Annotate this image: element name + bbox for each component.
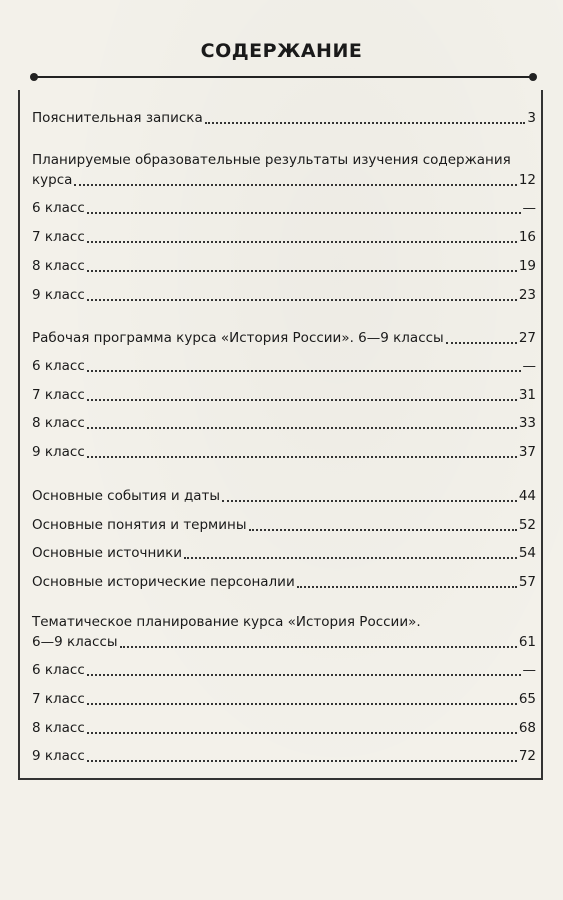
toc-entry-grade-8[interactable] [32, 718, 536, 740]
toc-page-number: — [522, 358, 536, 374]
toc-entry-grade-7[interactable] [32, 227, 536, 249]
toc-leader [297, 586, 517, 588]
toc-leader [87, 427, 517, 429]
toc-page-number: 12 [518, 172, 536, 188]
toc-entry-label: Основные источники [32, 545, 182, 561]
toc-leader [205, 122, 526, 124]
toc-entry-label: 7 класс [32, 229, 85, 245]
toc-page-number: 57 [518, 574, 536, 590]
toc-entry-label: 9 класс [32, 444, 85, 460]
toc-entry-grade-6[interactable] [32, 198, 536, 220]
toc-leader [87, 241, 517, 243]
page-title: СОДЕРЖАНИЕ [200, 40, 363, 62]
toc-page-number: 16 [518, 229, 536, 245]
toc-entry-grade-8[interactable] [32, 413, 536, 435]
toc-entry-persons[interactable] [32, 572, 536, 594]
toc-page-number: 27 [518, 330, 536, 346]
toc-entry-grade-6[interactable] [32, 660, 536, 682]
toc-page-number: 19 [518, 258, 536, 274]
toc-page-number: 23 [518, 287, 536, 303]
toc-leader [87, 399, 517, 401]
toc-entry-grade-9[interactable] [32, 746, 536, 768]
toc-page-number: — [522, 662, 536, 678]
toc-entry-label: 6—9 классы [32, 634, 118, 650]
toc-entry-label: 8 класс [32, 258, 85, 274]
toc-entry-label: 8 класс [32, 415, 85, 431]
toc-leader [222, 500, 517, 502]
toc-entry-label-line1: Тематическое планирование курса «История России». [32, 614, 421, 630]
rule-dot-right [529, 73, 537, 81]
toc-entry-label: Основные понятия и термины [32, 517, 247, 533]
toc-page-number: 3 [527, 110, 536, 126]
toc-page-number: 37 [518, 444, 536, 460]
toc-leader [87, 212, 521, 214]
title-rule [34, 76, 533, 78]
toc-page-number: 61 [518, 634, 536, 650]
toc-entry-label: 7 класс [32, 387, 85, 403]
toc-leader [74, 184, 516, 186]
toc-leader [446, 342, 517, 344]
toc-leader [87, 674, 521, 676]
toc-page-number: — [522, 200, 536, 216]
toc-entry-grade-7[interactable] [32, 385, 536, 407]
toc-entry-label: 7 класс [32, 691, 85, 707]
toc-leader [184, 557, 517, 559]
toc-leader [87, 299, 517, 301]
toc-page-number: 31 [518, 387, 536, 403]
toc-entry-label: 9 класс [32, 748, 85, 764]
toc-entry-label: Пояснительная записка [32, 110, 203, 126]
toc-entry-grade-9[interactable] [32, 285, 536, 307]
toc-page-number: 52 [518, 517, 536, 533]
toc-page-number: 44 [518, 488, 536, 504]
toc-entry-label: 8 класс [32, 720, 85, 736]
toc-entry-label: Основные исторические персоналии [32, 574, 295, 590]
rule-dot-left [30, 73, 38, 81]
toc-entry-grade-9[interactable] [32, 442, 536, 464]
toc-entry-events-dates[interactable] [32, 486, 536, 508]
toc-entry-grade-8[interactable] [32, 256, 536, 278]
toc-entry-planned-results[interactable] [32, 150, 536, 194]
toc-entry-label: 6 класс [32, 358, 85, 374]
toc-page-number: 65 [518, 691, 536, 707]
toc-entry-work-program[interactable] [32, 328, 536, 350]
toc-leader [87, 270, 517, 272]
toc-entry-thematic-planning[interactable] [32, 612, 536, 656]
toc-entry-label: курса [32, 172, 73, 188]
toc-leader [87, 703, 517, 705]
toc-leader [120, 646, 517, 648]
toc-entry-explanatory-note[interactable] [32, 108, 536, 130]
toc-page-number: 33 [518, 415, 536, 431]
toc-page-number: 72 [518, 748, 536, 764]
toc-leader [87, 732, 517, 734]
toc-page-number: 68 [518, 720, 536, 736]
toc-entry-label: 6 класс [32, 200, 85, 216]
toc-entry-grade-7[interactable] [32, 689, 536, 711]
toc-leader [87, 370, 521, 372]
toc-leader [249, 529, 517, 531]
toc-leader [87, 760, 517, 762]
toc-entry-label: 9 класс [32, 287, 85, 303]
toc-entry-grade-6[interactable] [32, 356, 536, 378]
toc-entry-sources[interactable] [32, 543, 536, 565]
toc-entry-concepts-terms[interactable] [32, 515, 536, 537]
toc-leader [87, 456, 517, 458]
toc-page-number: 54 [518, 545, 536, 561]
toc-entry-label-line1: Планируемые образовательные результаты изучения содержания [32, 152, 511, 168]
toc-entry-label: Рабочая программа курса «История России». 6—9 классы [32, 330, 444, 346]
toc-entry-label: Основные события и даты [32, 488, 221, 504]
toc-entry-label: 6 класс [32, 662, 85, 678]
